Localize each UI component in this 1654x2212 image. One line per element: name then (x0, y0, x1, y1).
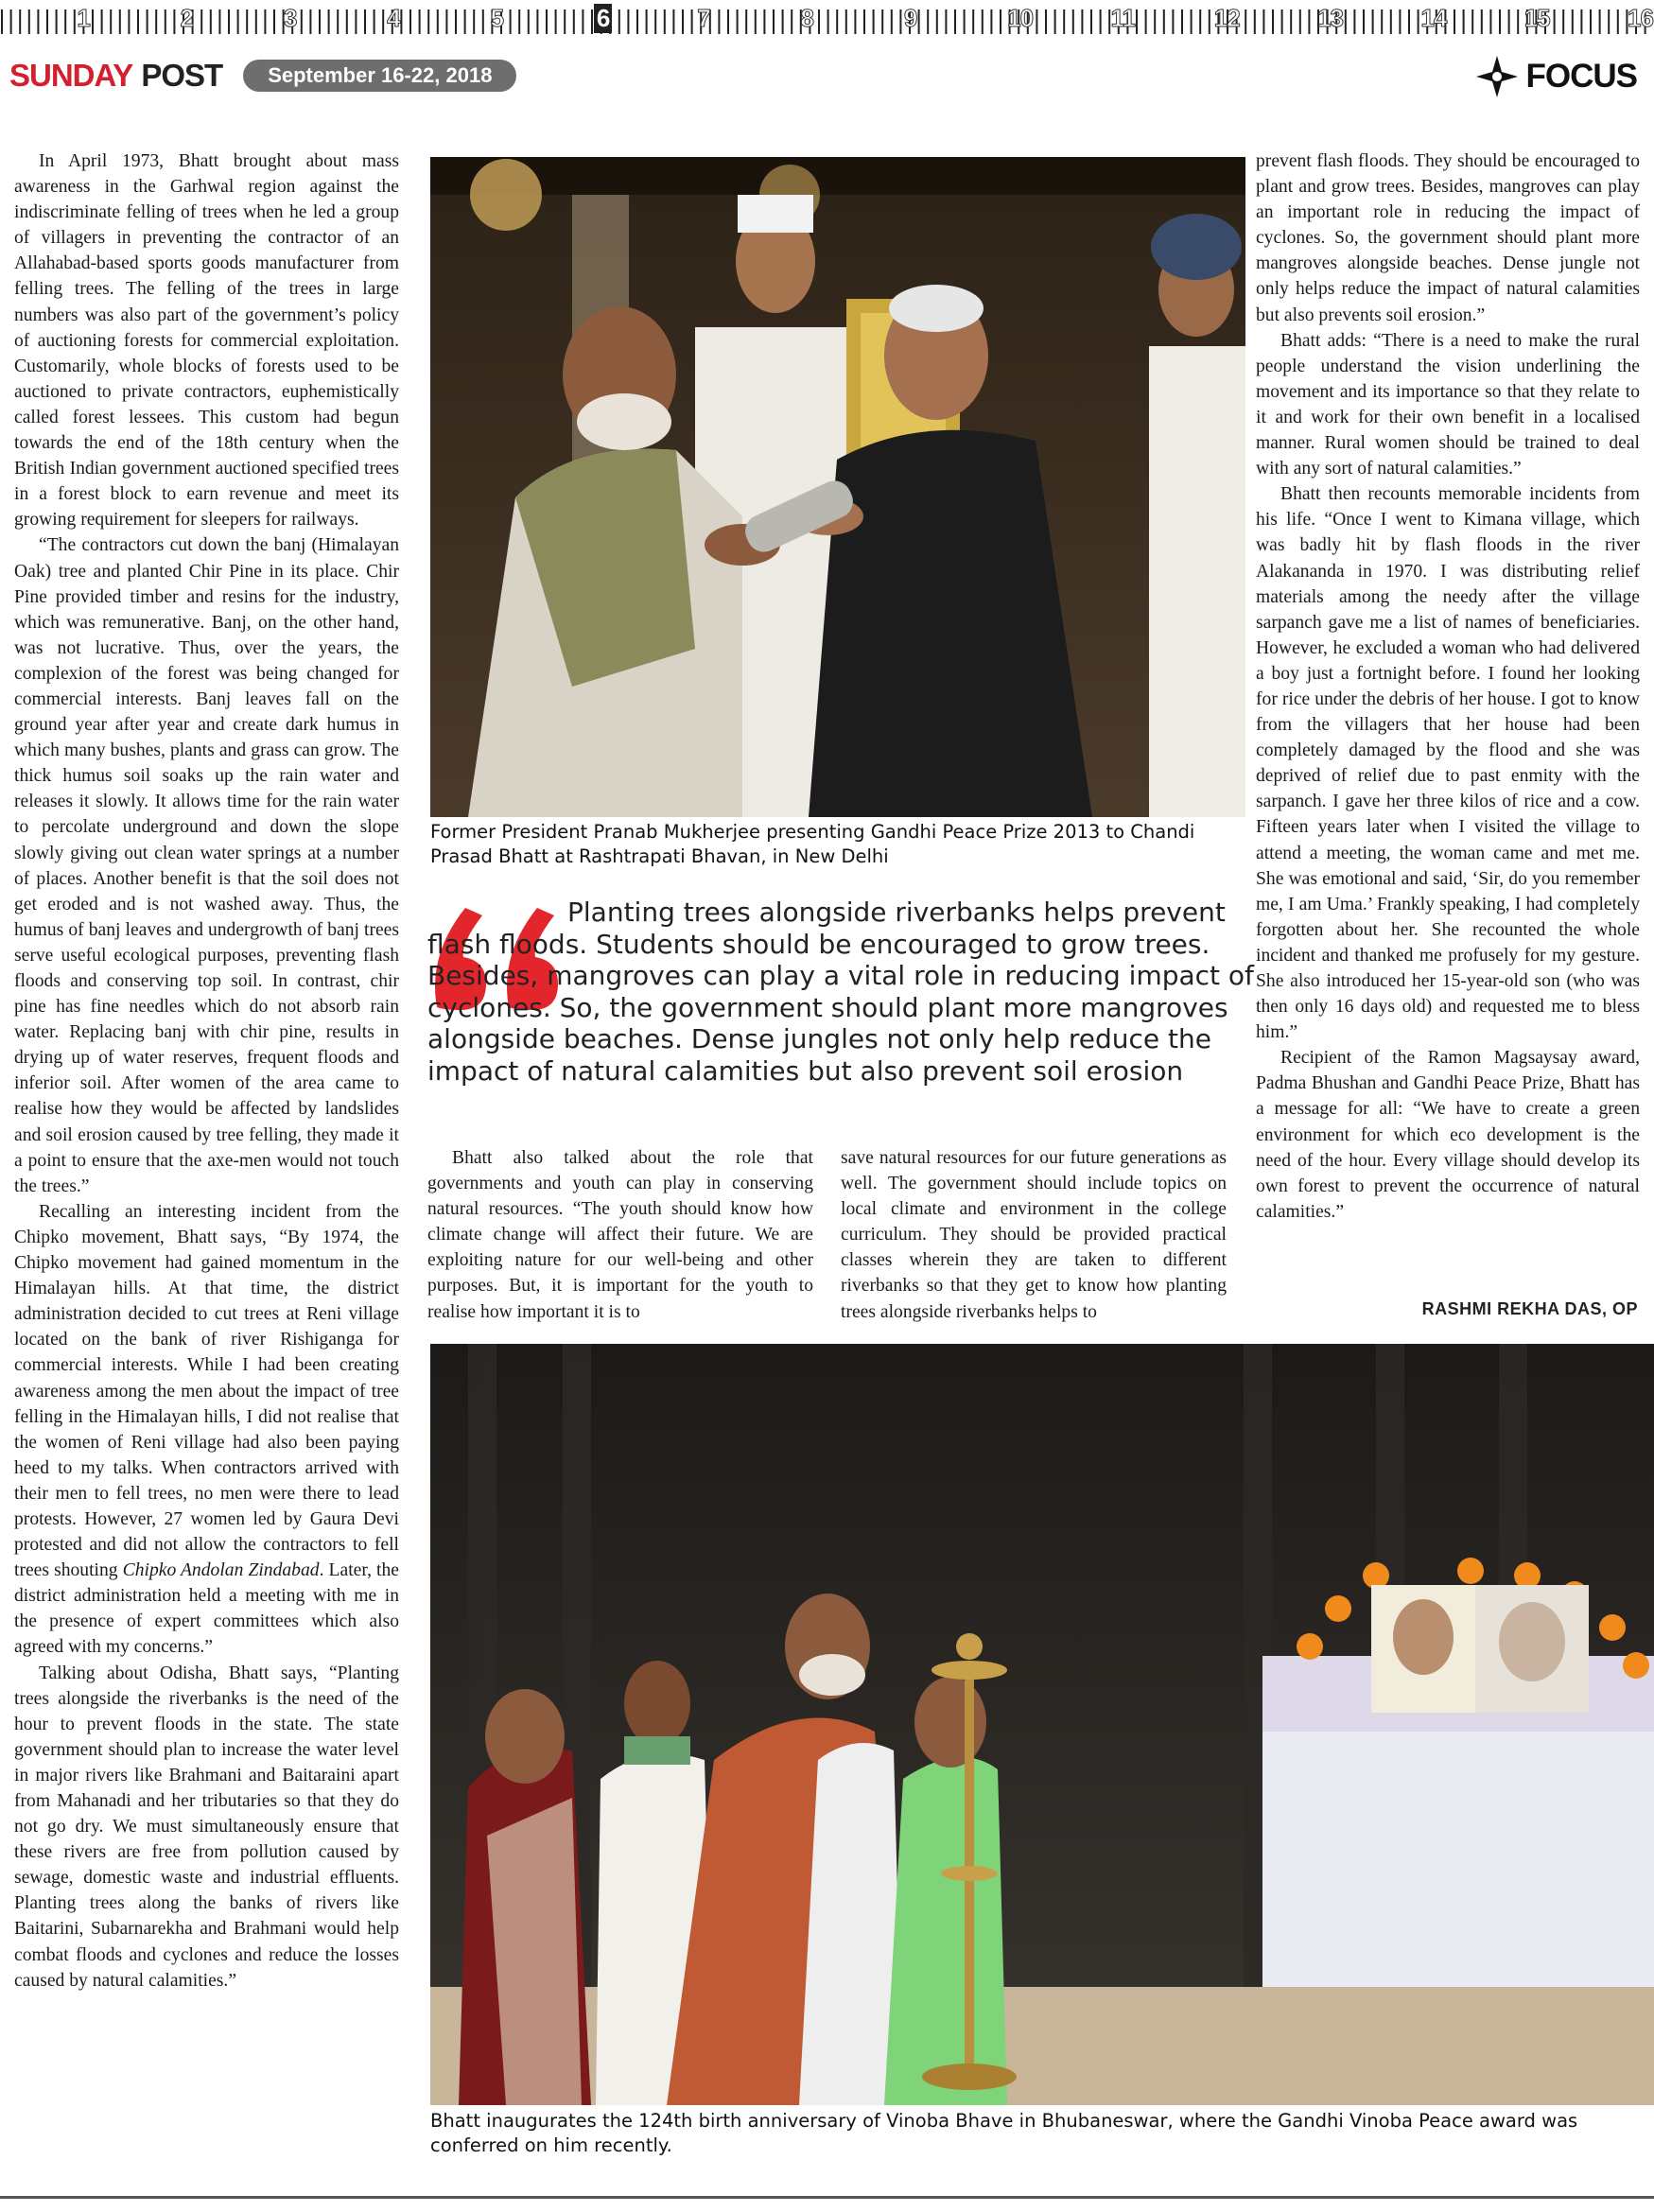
ruler-number: 6 (594, 4, 612, 33)
ruler-ticks (0, 0, 1654, 42)
page-ruler (0, 0, 1654, 42)
ruler-number: 7 (697, 4, 710, 32)
article-paragraph: Bhatt then recounts memorable incidents from his life. “Once I went to Kimana village, which was badly hit by flash floods in the river Alakananda in 1970. I was distributing relief materials among the needy after the village sarpanch gave me a list of names of beneficiaries. However, he excluded a woman who had delivered a boy just a fortnight before. I found her looking for rice under the debris of her house. I got to know from the villagers that her house had been completely damaged by the flood and she was deprived of relief due to past enmity with the sarpanch. I gave her three kilos of rice and a cow. Fifteen years later when I visited the village to attend a meeting, the woman came and met me. She was emotional and said, ‘Sir, do you remember me, I am Uma.’ Frankly speaking, I had completely forgotten about her. She recounted the whole incident and thanked me profusely for my gesture. She also introduced her 15-year-old son (who was then only 16 days old) and requested me to bless him.” (1256, 484, 1640, 1043)
article-paragraph: save natural resources for our future generations as well. The government should include topics on local climate and environment in the college curriculum. They should be provided practical classes wherein they are taken to different riverbanks so that they get to know how planting trees alongside riverbanks helps to (841, 1148, 1227, 1322)
ruler-number: 2 (180, 4, 194, 32)
article-paragraph: Bhatt also talked about the role that governments and youth can play in conserving natural resources. “The youth should know how climate change will affect their future. We are exploiting nature for our well-being and other purposes. But, it is important for the youth to realise how important it is to (427, 1148, 813, 1322)
ruler-number: 4 (387, 4, 400, 32)
section-header (1475, 55, 1638, 98)
article-paragraph: Recipient of the Ramon Magsaysay award, Padma Bhushan and Gandhi Peace Prize, Bhatt has a message for all: “We have to create a green environment for which eco development is the need of the hour. Every village should develop its own forest to prevent the occurrence of natural calamities.” (1256, 1048, 1640, 1222)
compass-icon (1475, 55, 1519, 98)
ruler-number: 5 (490, 4, 504, 32)
article-paragraph: Talking about Odisha, Bhatt says, “Planting trees alongside the riverbanks is the need of the hour to prevent floods in the state. The state government should plan to increase the water level in major rivers like Brahmani and Baitaraini apart from Mahanadi and her tributaries so that they do not go dry. We must simultaneously ensure that these rivers are free from pollution caused by sewage, domestic waste and industrial effluents. Planting trees along the banks of rivers like Baitarini, Subarnarekha and Brahmani would help combat floods and cyclones and reduce the losses caused by natural calamities.” (14, 1663, 399, 1991)
lamp-lighting-image (430, 1344, 1654, 2105)
article-column-2 (427, 1145, 813, 1325)
award-ceremony-image (430, 157, 1245, 817)
section-label: FOCUS (1525, 58, 1637, 95)
ruler-number: 13 (1317, 4, 1343, 32)
ruler-number: 9 (903, 4, 917, 32)
inauguration-photo (430, 1344, 1654, 2105)
issue-date-badge: September 16-22, 2018 (243, 60, 516, 92)
pull-quote (427, 897, 1264, 1087)
masthead-post: POST (141, 58, 223, 93)
bottom-rule (0, 2196, 1654, 2199)
masthead-sunday: SUNDAY (9, 58, 133, 93)
ruler-number: 8 (800, 4, 813, 32)
award-photo-caption: Former President Pranab Mukherjee presenting Gandhi Peace Prize 2013 to Chandi Prasad Bhatt at Rashtrapati Bhavan, in New Delhi (430, 821, 1195, 867)
article-paragraph: Bhatt adds: “There is a need to make the rural people understand the vision underlining the movement and its importance so that they relate to it and work for their own benefit in a localised manner. Rural women should be trained to deal with any sort of natural calamities.” (1256, 330, 1640, 479)
masthead (9, 55, 516, 96)
article-paragraph: In April 1973, Bhatt brought about mass awareness in the Garhwal region against the indiscriminate felling of trees when he led a group of villagers in preventing the contractor of an Allahabad-based sports goods manufacturer from felling trees. The felling of the trees in large numbers was also part of the government’s policy of auctioning forests for commercial exploitation. Customarily, whole blocks of forests used to be auctioned to private contractors, euphemistically called forest lessees. This custom had begun towards the end of the 18th century when the British Indian government auctioned specified trees in a forest block to earn revenue and meet its growing requirement for sleepers for railways. (14, 151, 399, 531)
inauguration-photo-caption: Bhatt inaugurates the 124th birth anniversary of Vinoba Bhave in Bhubaneswar, where the Gandhi Vinoba Peace award was conferred on him recently. (430, 2110, 1578, 2156)
article-paragraph: “The contractors cut down the banj (Himalayan Oak) tree and planted Chir Pine in its place. Chir Pine provided timber and resins for the industry, which was remunerative. Banj, on the other hand, was not lucrative. Thus, over the years, the complexion of the forest was being changed for commercial interests. Banj leaves fall on the ground year after year and create dark humus in which many bushes, plants and grass can grow. The thick humus soil soaks up the rain water and releases it slowly. It allows time for the rain water to percolate underground and down the slope slowly giving out clean water springs at a number of places. Another benefit is that the soil does not get eroded and is not washed away. Thus, the humus of banj leaves and undergrowth of banj trees serve useful ecological purposes, preventing flash floods and conserving top soil. In contrast, chir pine has fine needles which do not absorb rain water. Replacing banj with chir pine, results in drying up of water reserves, frequent floods and inferior soil. After women of the area came to realise how they would be affected by landslides and soil erosion caused by tree felling, they made it a point to ensure that the axe-men would not touch the trees.” (14, 535, 399, 1196)
ruler-number: 10 (1007, 4, 1034, 32)
ruler-number: 15 (1523, 4, 1550, 32)
award-photo (430, 157, 1245, 817)
byline: RASHMI REKHA DAS, OP (1421, 1299, 1638, 1318)
ruler-number: 1 (77, 4, 90, 32)
pull-quote-text: Planting trees alongside riverbanks helps prevent flash floods. Students should be encouraged to grow trees. Besides, mangroves can play a vital role in reducing impact of cyclones. So, the government should plant more mangroves alongside beaches. Dense jungles not only help reduce the impact of natural calamities but also prevent soil erosion (427, 897, 1254, 1087)
ruler-number: 16 (1628, 4, 1653, 32)
article-column-1 (14, 148, 399, 1994)
ruler-number: 14 (1420, 4, 1447, 32)
ruler-number: 11 (1110, 4, 1135, 32)
ruler-number: 12 (1213, 4, 1240, 32)
article-column-4 (1256, 148, 1640, 1225)
article-paragraph: Recalling an interesting incident from the Chipko movement, Bhatt says, “By 1974, the Chipko movement had gained momentum in the Himalayan hills. At that time, the district administration decided to cut trees at Reni village located on the bank of river Rishiganga for commercial interests. While I had been creating awareness among the men about the impact of tree felling in the Himalayan hills, I did not realise that the women of Reni village had also been paying heed to my talks. When contractors arrived with their men to fell trees, no men were there to lead protests. However, 27 women led by Gaura Devi protested and did not allow the contractors to fell trees shouting Chipko Andolan Zindabad. Later, the district administration held a meeting with me in the presence of expert committees which also agreed with my concerns.” (14, 1201, 399, 1658)
ruler-number: 3 (283, 4, 297, 32)
article-paragraph: prevent flash floods. They should be encouraged to plant and grow trees. Besides, mangroves can play an important role in reducing the impact of cyclones. So, the government should plant more mangroves alongside beaches. Dense jungle not only helps reduce the impact of natural calamities but also prevents soil erosion.” (1256, 151, 1640, 325)
article-column-3 (841, 1145, 1227, 1325)
